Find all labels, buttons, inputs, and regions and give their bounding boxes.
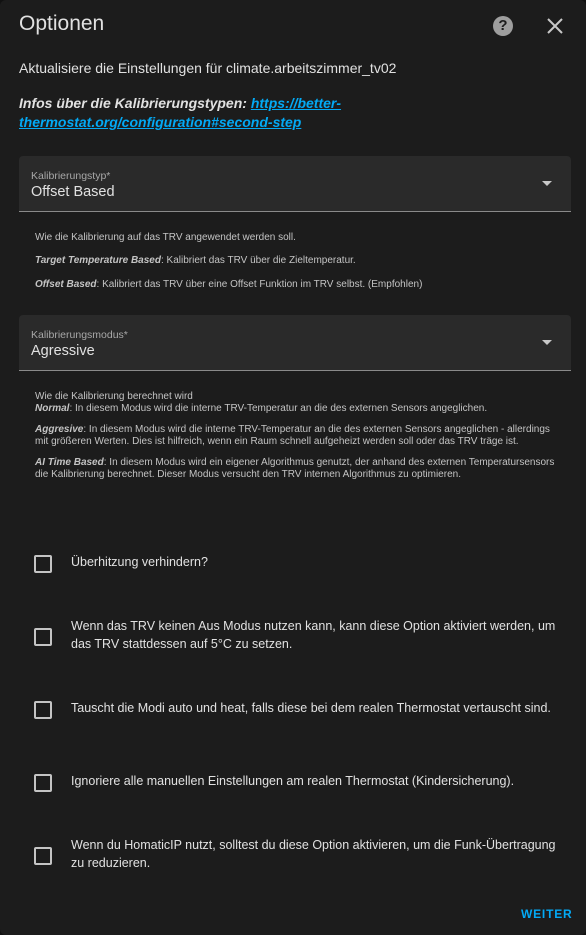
help-description: : In diesem Modus wird die interne TRV-Temperatur an die des externen Sensors angeglichen. [69,403,488,414]
option-label: Ignoriere alle manuellen Einstellungen am realen Thermostat (Kindersicherung). [71,774,515,788]
checkbox[interactable] [34,701,52,719]
calibration-mode-label: Kalibrierungsmodus* [31,329,128,341]
help-item [35,424,560,448]
calibration-type-help [35,232,565,291]
help-item [35,255,565,267]
help-description: : In diesem Modus wird die interne TRV-Temperatur an die des externen Sensors angeglichen - allerdings mit größeren Werten. Dies ist hilfreich, wenn ein Raum schnell aufgeheizt werden soll oder das TRV träge ist. [35,424,550,447]
checkbox[interactable] [34,847,52,865]
calibration-type-help-intro: Wie die Kalibrierung auf das TRV angewendet werden soll. [35,232,296,243]
dialog-subtitle: Aktualisiere die Einstellungen für climate.arbeitszimmer_tv02 [19,60,397,76]
checkbox[interactable] [34,774,52,792]
option-label: Wenn du HomaticIP nutzt, solltest du diese Option aktivieren, um die Funk-Übertragung zu reduzieren. [71,838,556,870]
help-icon[interactable]: ? [493,16,513,36]
calibration-type-label: Kalibrierungstyp* [31,170,111,182]
chevron-down-icon[interactable] [542,181,552,186]
help-term: Offset Based [35,279,97,290]
calibration-info-prefix: Infos über die Kalibrierungstypen: [19,95,251,111]
help-item [35,457,560,481]
help-term: Aggresive [35,424,84,435]
checkbox[interactable] [34,628,52,646]
option-label: Wenn das TRV keinen Aus Modus nutzen kann, kann diese Option aktiviert werden, um das TRV stattdessen auf 5°C zu setzen. [71,619,556,651]
help-item [35,403,560,415]
calibration-type-value: Offset Based [31,184,115,200]
calibration-mode-help-intro: Wie die Kalibrierung berechnet wird [35,391,193,402]
help-term: Normal [35,403,70,414]
help-term: AI Time Based [35,457,104,468]
checkbox[interactable] [34,555,52,573]
help-description: : Kalibriert das TRV über eine Offset Funktion im TRV selbst. (Empfohlen) [96,279,423,290]
calibration-type-select[interactable] [19,156,571,212]
calibration-mode-value: Agressive [31,343,95,359]
option-label: Tauscht die Modi auto und heat, falls diese bei dem realen Thermostat vertauscht sind. [71,701,551,715]
close-icon[interactable] [544,15,566,37]
calibration-info [19,94,559,132]
chevron-down-icon[interactable] [542,340,552,345]
option-label: Überhitzung verhindern? [71,555,208,569]
help-item [35,279,565,291]
help-term: Target Temperature Based [35,255,161,266]
calibration-info-link[interactable]: https://better-thermostat.org/configuration#second-step [19,95,342,130]
dialog-title: Optionen [19,12,105,35]
calibration-mode-help [35,391,560,481]
calibration-mode-select[interactable] [19,315,571,371]
next-button[interactable]: WEITER [521,907,573,921]
help-description: : Kalibriert das TRV über die Zieltemperatur. [160,255,356,266]
help-description: : In diesem Modus wird ein eigener Algorithmus genutzt, der anhand des externen Temperatursensors die Kalibrierung berechnet. Dieser Modus versucht den TRV internen Algorithmus zu optimieren. [35,457,555,480]
